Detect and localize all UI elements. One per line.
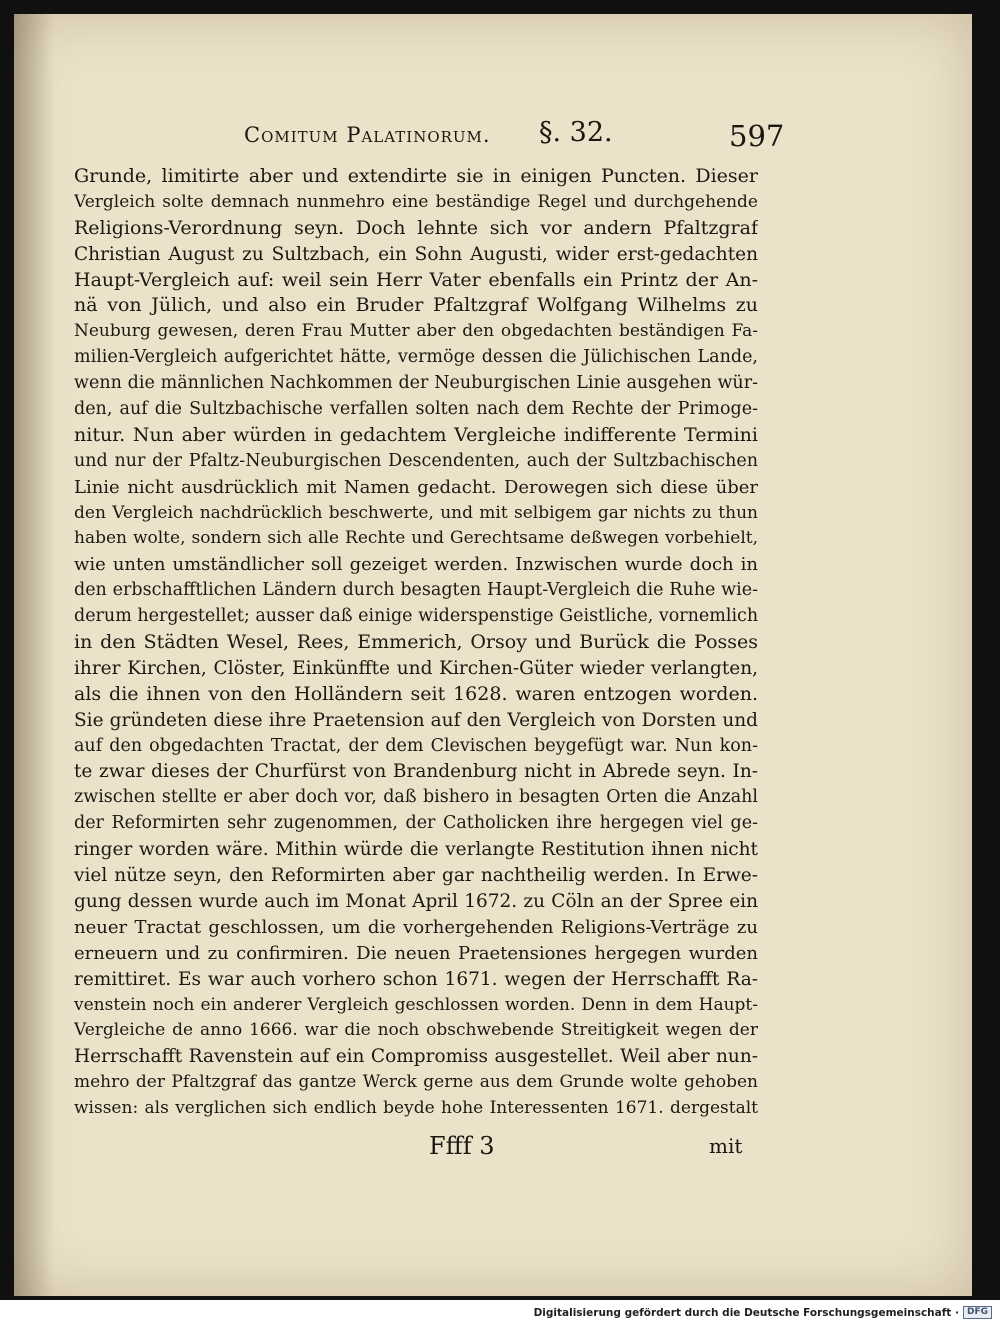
text-line: den Vergleich nachdrücklich beschwerte, und mit selbigem gar nichts zu thun — [74, 502, 758, 523]
running-title: Comitum Palatinorum. — [244, 123, 491, 147]
text-line: wenn die männlichen Nachkommen der Neuburgischen Linie ausgehen wür- — [74, 373, 758, 394]
text-line: Linie nicht ausdrücklich mit Namen gedacht. Derowegen sich diese über — [74, 476, 758, 498]
text-line: Herrschafft Ravenstein auf ein Compromiss ausgestellet. Weil aber nun- — [74, 1046, 758, 1068]
catchword: mit — [709, 1134, 743, 1158]
text-line: Christian August zu Sultzbach, ein Sohn Augusti, wider erst-gedachten — [74, 243, 758, 265]
text-line: in den Städten Wesel, Rees, Emmerich, Orsoy und Burück die Posses — [74, 631, 758, 654]
text-line: te zwar dieses der Churfürst von Brandenburg nicht in Abrede seyn. In- — [74, 761, 758, 783]
page-header — [14, 117, 972, 157]
text-line: neuer Tractat geschlossen, um die vorhergehenden Religions-Verträge zu — [74, 916, 758, 938]
text-line: erneuern und zu confirmiren. Die neuen Praetensiones hergegen wurden — [74, 942, 758, 964]
text-line: den, auf die Sultzbachische verfallen solten nach dem Rechte der Primoge- — [74, 399, 758, 420]
text-line: Neuburg gewesen, deren Frau Mutter aber den obgedachten beständigen Fa- — [74, 321, 758, 342]
text-line: Religions-Verordnung seyn. Doch lehnte sich vor andern Pfaltzgraf — [74, 216, 758, 239]
text-line: derum hergestellet; ausser daß einige widerspenstige Geistliche, vornemlich — [74, 606, 758, 627]
dfg-logo: DFG — [963, 1306, 992, 1319]
text-line: Vergleich solte demnach nunmehro eine beständige Regel und durchgehende — [74, 191, 758, 212]
text-line: Vergleiche de anno 1666. war die noch obschwebende Streitigkeit wegen der — [74, 1020, 758, 1041]
text-line: nä von Jülich, und also ein Bruder Pfaltzgraf Wolfgang Wilhelms zu — [74, 294, 758, 317]
text-line: der Reformirten sehr zugenommen, der Catholicken ihre hergegen viel ge- — [74, 813, 758, 834]
text-line: viel nütze seyn, den Reformirten aber gar nachtheilig werden. In Erwe- — [74, 865, 758, 887]
text-line: zwischen stellte er aber doch vor, daß bishero in besagten Orten die Anzahl — [74, 787, 758, 808]
text-line: remittiret. Es war auch vorhero schon 1671. wegen der Herrschafft Ra- — [74, 968, 758, 990]
text-line: milien-Vergleich aufgerichtet hätte, vermöge dessen die Jülichischen Lande, — [74, 347, 758, 368]
text-line: wissen: als verglichen sich endlich beyde hohe Interessenten 1671. dergestalt — [74, 1098, 758, 1119]
text-line: auf den obgedachten Tractat, der dem Clevischen beygefügt war. Nun kon- — [74, 735, 758, 756]
signature-mark: Ffff 3 — [429, 1132, 495, 1160]
text-line: venstein noch ein anderer Vergleich geschlossen worden. Denn in dem Haupt- — [74, 994, 758, 1015]
credit-text: Digitalisierung gefördert durch die Deutsche Forschungsgemeinschaft · — [533, 1306, 959, 1319]
text-line: Sie gründeten diese ihre Praetension auf den Vergleich von Dorsten und — [74, 709, 758, 731]
book-page — [14, 14, 972, 1296]
text-line: Haupt-Vergleich auf: weil sein Herr Vater ebenfalls ein Printz der An- — [74, 268, 758, 291]
text-line: nitur. Nun aber würden in gedachtem Vergleiche indifferente Termini — [74, 423, 758, 446]
page-number: 597 — [729, 119, 785, 153]
text-line: wie unten umständlicher soll gezeiget werden. Inzwischen wurde doch in — [74, 554, 758, 576]
text-line: ringer worden wäre. Mithin würde die verlangte Restitution ihnen nicht — [74, 839, 758, 861]
text-line: gung dessen wurde auch im Monat April 1672. zu Cöln an der Spree ein — [74, 890, 758, 912]
text-line: mehro der Pfaltzgraf das gantze Werck gerne aus dem Grunde wolte gehoben — [74, 1072, 758, 1093]
text-line: ihrer Kirchen, Clöster, Einkünffte und Kirchen-Güter wieder verlangten, — [74, 657, 758, 679]
text-line: als die ihnen von den Holländern seit 1628. waren entzogen worden. — [74, 682, 758, 705]
text-line: Grunde, limitirte aber und extendirte sie in einigen Puncten. Dieser — [74, 165, 758, 187]
page-footer — [14, 1132, 972, 1168]
text-line: und nur der Pfaltz-Neuburgischen Descendenten, auch der Sultzbachischen — [74, 450, 758, 471]
body-text — [74, 164, 758, 1122]
section-number: §. 32. — [539, 117, 613, 148]
text-line: haben wolte, sondern sich alle Rechte und Gerechtsame deßwegen vorbehielt, — [74, 528, 758, 549]
funding-credit — [534, 1306, 992, 1319]
text-line: den erbschafftlichen Ländern durch besagten Haupt-Vergleich die Ruhe wie- — [74, 580, 758, 601]
